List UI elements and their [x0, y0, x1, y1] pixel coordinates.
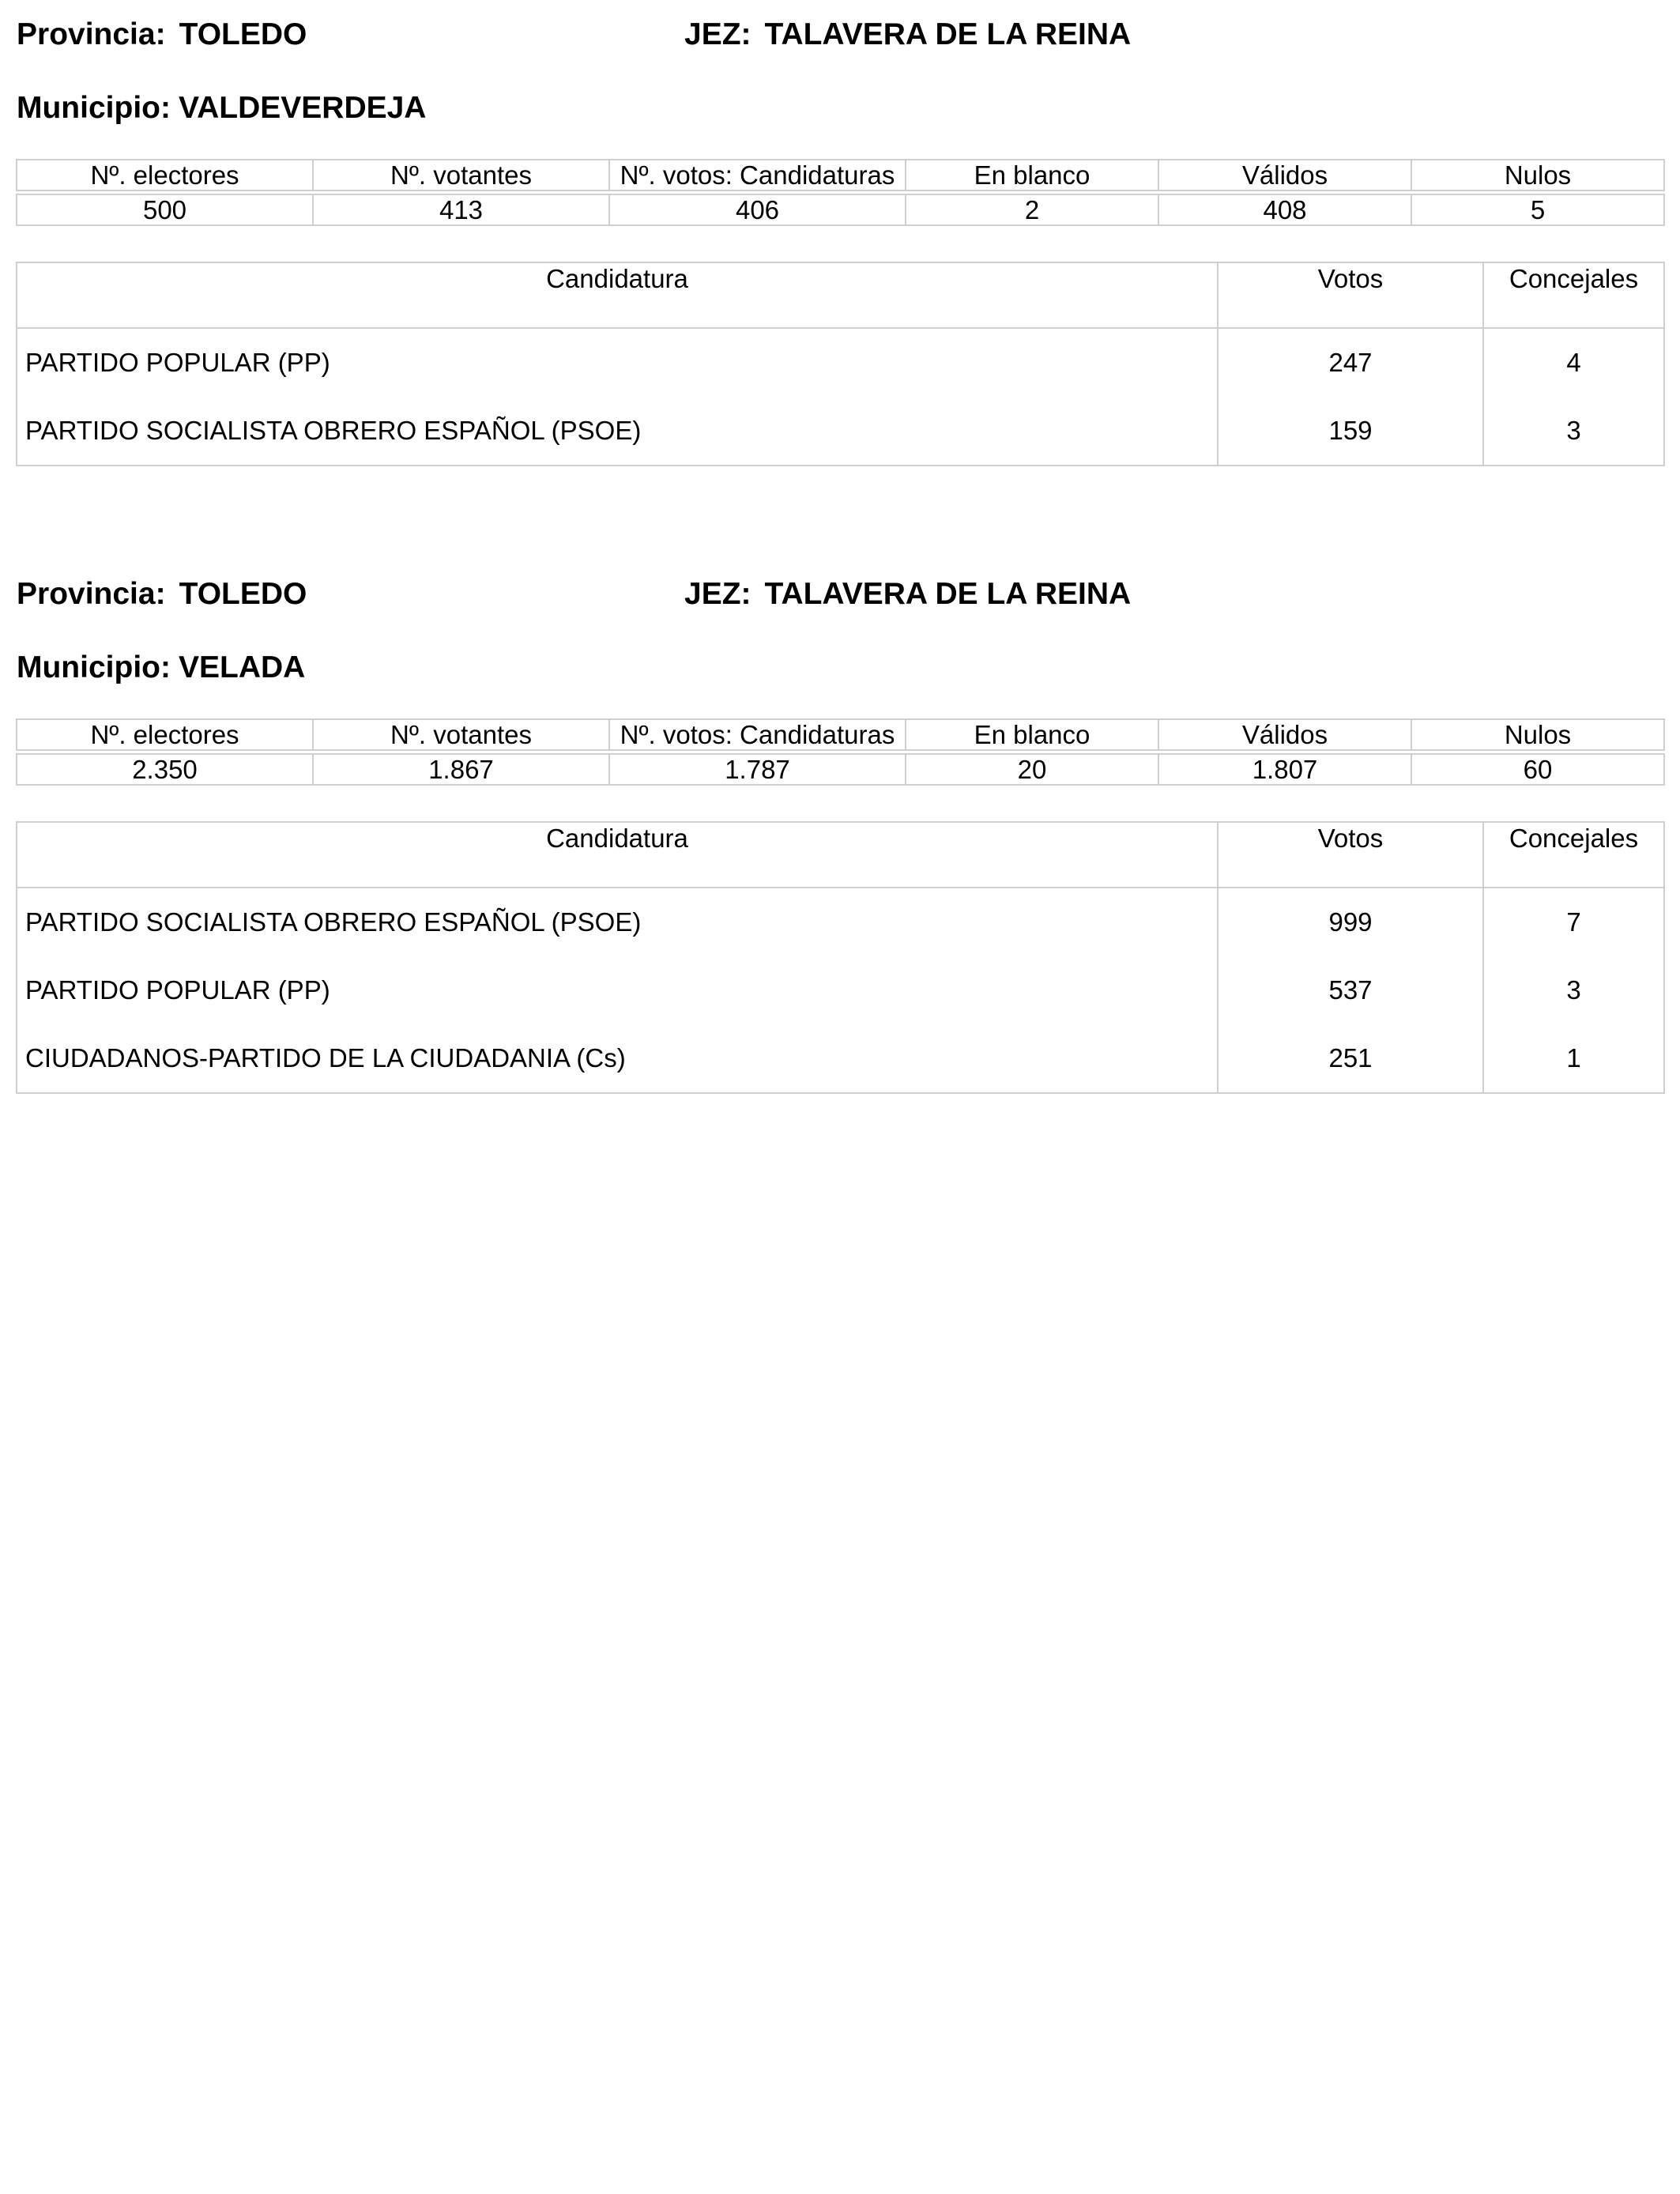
jez-heading: [684, 17, 1131, 53]
provincia-label: Provincia:: [17, 17, 166, 51]
candidaturas-table: [16, 262, 1665, 466]
col-header-votos: Votos: [1218, 262, 1483, 328]
votos-value: 251: [1218, 1024, 1483, 1093]
stats-header-cell: Nº. votantes: [313, 160, 609, 190]
stats-header-cell: Nº. votantes: [313, 719, 609, 750]
col-header-concejales: Concejales: [1483, 262, 1664, 328]
municipio-label: Municipio:: [17, 650, 171, 684]
municipio-section: [0, 0, 1680, 553]
stats-table: [16, 718, 1665, 786]
col-header-votos: Votos: [1218, 822, 1483, 888]
stats-header-cell: Nº. votos: Candidaturas: [609, 160, 906, 190]
stats-value-row: [17, 754, 1664, 785]
municipio-section: [0, 560, 1680, 1113]
stats-value-cell: 2.350: [17, 754, 313, 785]
stats-value-cell: 5: [1411, 194, 1664, 225]
jez-label: JEZ:: [684, 577, 751, 611]
stats-header-cell: En blanco: [906, 160, 1158, 190]
stats-table: [16, 159, 1665, 226]
stats-value-cell: 20: [906, 754, 1158, 785]
col-header-concejales: Concejales: [1483, 822, 1664, 888]
stats-header-cell: Nulos: [1411, 160, 1664, 190]
table-row: [17, 888, 1664, 956]
candidaturas-header-row: [17, 262, 1664, 328]
concejales-value: 4: [1483, 328, 1664, 397]
stats-header-row: [17, 719, 1664, 750]
stats-value-cell: 413: [313, 194, 609, 225]
candidaturas-table: [16, 821, 1665, 1094]
stats-value-row: [17, 194, 1664, 225]
stats-value-cell: 1.867: [313, 754, 609, 785]
jez-label: JEZ:: [684, 17, 751, 51]
table-row: [17, 956, 1664, 1024]
municipio-value: VELADA: [178, 650, 306, 684]
stats-value-cell: 1.807: [1158, 754, 1411, 785]
provincia-heading: [17, 576, 307, 613]
jez-value: TALAVERA DE LA REINA: [764, 17, 1132, 51]
col-header-candidatura: Candidatura: [17, 822, 1218, 888]
stats-header-cell: Nº. electores: [17, 160, 313, 190]
stats-header-row: [17, 160, 1664, 190]
concejales-value: 1: [1483, 1024, 1664, 1093]
provincia-value: TOLEDO: [179, 17, 307, 51]
candidaturas-header-row: [17, 822, 1664, 888]
concejales-value: 3: [1483, 956, 1664, 1024]
municipio-heading: [17, 650, 305, 686]
jez-value: TALAVERA DE LA REINA: [764, 577, 1132, 611]
stats-value-cell: 1.787: [609, 754, 906, 785]
municipio-label: Municipio:: [17, 91, 171, 125]
stats-header-cell: En blanco: [906, 719, 1158, 750]
candidatura-name: PARTIDO SOCIALISTA OBRERO ESPAÑOL (PSOE): [17, 397, 1218, 466]
table-row: [17, 1024, 1664, 1093]
municipio-heading: [17, 90, 426, 126]
votos-value: 159: [1218, 397, 1483, 466]
stats-value-cell: 406: [609, 194, 906, 225]
stats-header-cell: Válidos: [1158, 160, 1411, 190]
jez-heading: [684, 576, 1131, 613]
stats-value-cell: 2: [906, 194, 1158, 225]
votos-value: 537: [1218, 956, 1483, 1024]
stats-value-cell: 60: [1411, 754, 1664, 785]
candidatura-name: PARTIDO POPULAR (PP): [17, 328, 1218, 397]
col-header-candidatura: Candidatura: [17, 262, 1218, 328]
concejales-value: 7: [1483, 888, 1664, 956]
votos-value: 247: [1218, 328, 1483, 397]
provincia-heading: [17, 17, 307, 53]
stats-header-cell: Válidos: [1158, 719, 1411, 750]
table-row: [17, 397, 1664, 466]
stats-value-cell: 500: [17, 194, 313, 225]
concejales-value: 3: [1483, 397, 1664, 466]
candidatura-name: PARTIDO POPULAR (PP): [17, 956, 1218, 1024]
stats-value-cell: 408: [1158, 194, 1411, 225]
candidatura-name: CIUDADANOS-PARTIDO DE LA CIUDADANIA (Cs): [17, 1024, 1218, 1093]
votos-value: 999: [1218, 888, 1483, 956]
provincia-value: TOLEDO: [179, 577, 307, 611]
stats-header-cell: Nº. electores: [17, 719, 313, 750]
stats-header-cell: Nº. votos: Candidaturas: [609, 719, 906, 750]
table-row: [17, 328, 1664, 397]
provincia-label: Provincia:: [17, 577, 166, 611]
stats-header-cell: Nulos: [1411, 719, 1664, 750]
municipio-value: VALDEVERDEJA: [178, 91, 427, 125]
candidatura-name: PARTIDO SOCIALISTA OBRERO ESPAÑOL (PSOE): [17, 888, 1218, 956]
